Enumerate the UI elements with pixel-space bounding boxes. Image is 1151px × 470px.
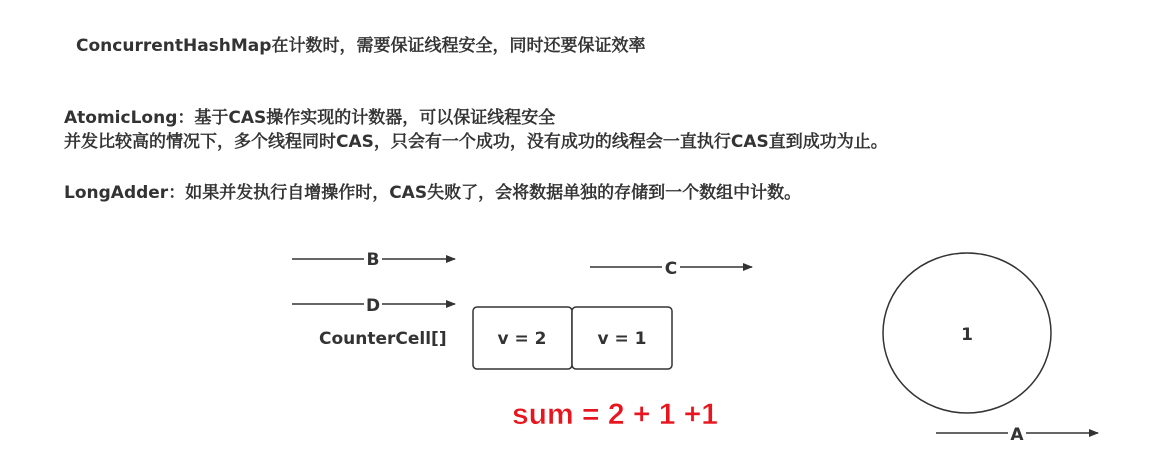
thread-d-label: D <box>365 296 381 316</box>
sum-expression: sum = 2 + 1 +1 <box>512 398 718 431</box>
thread-b-label: B <box>366 250 380 270</box>
long-adder-desc: LongAdder：如果并发执行自增操作时，CAS失败了，会将数据单独的存储到一个数组中计数。 <box>64 183 802 203</box>
counter-cell-label: CounterCell[] <box>319 329 447 349</box>
heading: ConcurrentHashMap在计数时，需要保证线程安全，同时还要保证效率 <box>76 36 646 56</box>
atomic-long-desc-1: AtomicLong：基于CAS操作实现的计数器，可以保证线程安全 <box>64 108 556 128</box>
thread-a-arrow <box>936 425 1098 445</box>
thread-b-arrow <box>292 250 455 270</box>
thread-a-label: A <box>1010 425 1024 445</box>
base-value <box>883 253 1051 413</box>
counter-cell-1-value: v = 1 <box>597 329 647 349</box>
counter-cell-0-value: v = 2 <box>497 329 547 349</box>
thread-c-label: C <box>664 259 678 279</box>
atomic-long-desc-2: 并发比较高的情况下，多个线程同时CAS，只会有一个成功，没有成功的线程会一直执行CAS直到成功为止。 <box>64 132 888 152</box>
thread-c-arrow <box>590 259 752 279</box>
counter-cell-array <box>473 307 672 369</box>
thread-d-arrow <box>292 296 455 316</box>
base-value-label: 1 <box>961 325 973 345</box>
